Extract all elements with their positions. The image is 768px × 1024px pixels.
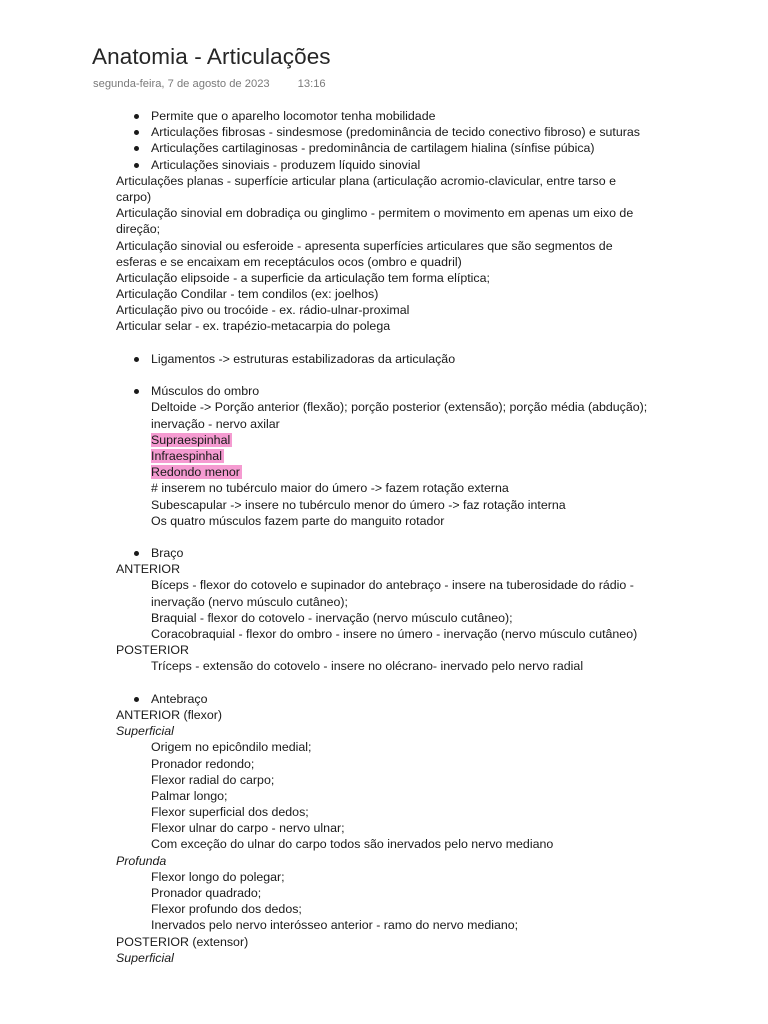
indented-line: Flexor superficial dos dedos; bbox=[151, 805, 309, 820]
note-body[interactable] bbox=[116, 108, 676, 966]
text-line: Articulação Condilar - tem condilos (ex: joelhos) bbox=[116, 287, 379, 302]
indented-line: Flexor profundo dos dedos; bbox=[151, 902, 302, 917]
blank-line bbox=[116, 529, 676, 545]
indented-line: inervação (nervo músculo cutâneo); bbox=[151, 594, 348, 609]
indented-line: Os quatro músculos fazem parte do manguito rotador bbox=[151, 513, 445, 528]
highlighted-text: Supraespinhal bbox=[151, 432, 231, 447]
indented-line: Flexor longo do polegar; bbox=[151, 869, 285, 884]
indented-line: Pronador redondo; bbox=[151, 756, 255, 771]
bullet-item: Braço bbox=[116, 545, 676, 561]
indented-line: Deltoide -> Porção anterior (flexão); porção posterior (extensão); porção média (abdução); bbox=[151, 400, 648, 415]
text-line: ANTERIOR (flexor) bbox=[116, 707, 223, 722]
text-line: Articulação elipsoide - a superficie da articulação tem forma elíptica; bbox=[116, 270, 490, 285]
bullet-item: Articulações fibrosas - sindesmose (predominância de tecido conectivo fibroso) e suturas bbox=[116, 124, 676, 140]
highlighted-line bbox=[116, 464, 676, 480]
indented-line: Flexor radial do carpo; bbox=[151, 772, 275, 787]
text-line: Articulações planas - superfície articular plana (articulação acromio-clavicular, entre tarso e bbox=[116, 173, 616, 188]
bullet-item: Músculos do ombro bbox=[116, 383, 676, 399]
text-line: direção; bbox=[116, 222, 161, 237]
indented-line: Bíceps - flexor do cotovelo e supinador do antebraço - insere na tuberosidade do rádio - bbox=[151, 578, 634, 593]
text-line: Articulação pivo ou trocóide - ex. rádio-ulnar-proximal bbox=[116, 303, 410, 318]
text-line: Articular selar - ex. trapézio-metacarpia do polega bbox=[116, 319, 391, 334]
italic-heading: Superficial bbox=[116, 950, 174, 965]
italic-heading: Profunda bbox=[116, 853, 167, 868]
indented-line: Coracobraquial - flexor do ombro - insere no úmero - inervação (nervo músculo cutâneo) bbox=[151, 627, 638, 641]
indented-line: Origem no epicôndilo medial; bbox=[151, 740, 312, 755]
indented-line: Tríceps - extensão do cotovelo - insere no olécrano- inervado pelo nervo radial bbox=[151, 659, 584, 674]
text-line: POSTERIOR (extensor) bbox=[116, 934, 249, 949]
page-timestamp bbox=[93, 78, 326, 90]
bullet-item: Ligamentos -> estruturas estabilizadoras da articulação bbox=[116, 351, 676, 367]
indented-line: Flexor ulnar do carpo - nervo ulnar; bbox=[151, 821, 345, 836]
text-line: carpo) bbox=[116, 189, 152, 204]
blank-line bbox=[116, 675, 676, 691]
indented-line: inervação - nervo axilar bbox=[151, 416, 280, 431]
bullet-item: Articulações sinoviais - produzem líquido sinovial bbox=[116, 157, 676, 173]
highlighted-text: Infraespinhal bbox=[151, 448, 222, 463]
indented-line: Inervados pelo nervo interósseo anterior - ramo do nervo mediano; bbox=[151, 918, 519, 933]
highlighted-line bbox=[116, 448, 676, 464]
indented-line: Subescapular -> insere no tubérculo menor do úmero -> faz rotação interna bbox=[151, 497, 566, 512]
bullet-item: Articulações cartilaginosas - predominância de cartilagem hialina (sínfise púbica) bbox=[116, 140, 676, 156]
blank-line bbox=[116, 367, 676, 383]
text-line: Articulação sinovial ou esferoide - apresenta superfícies articulares que são segmentos de bbox=[116, 238, 613, 253]
highlighted-text: Redondo menor bbox=[151, 465, 240, 480]
indented-line: Braquial - flexor do cotovelo - inervação (nervo músculo cutâneo); bbox=[151, 610, 513, 625]
bullet-item: Antebraço bbox=[116, 691, 676, 707]
text-line: ANTERIOR bbox=[116, 562, 181, 577]
highlighted-line bbox=[116, 432, 676, 448]
page-title[interactable]: Anatomia - Articulações bbox=[92, 44, 331, 69]
indented-line: Palmar longo; bbox=[151, 788, 228, 803]
italic-heading: Superficial bbox=[116, 724, 174, 739]
text-line: POSTERIOR bbox=[116, 643, 189, 658]
indented-line: Pronador quadrado; bbox=[151, 886, 262, 900]
indented-line: Com exceção do ulnar do carpo todos são inervados pelo nervo mediano bbox=[151, 837, 554, 852]
page-time: 13:16 bbox=[297, 78, 326, 90]
bullet-item: Permite que o aparelho locomotor tenha mobilidade bbox=[116, 108, 676, 124]
text-line: esferas e se encaixam em receptáculos ocos (ombro e quadril) bbox=[116, 254, 462, 269]
blank-line bbox=[116, 335, 676, 351]
indented-line: # inserem no tubérculo maior do úmero -> fazem rotação externa bbox=[151, 481, 509, 496]
text-line: Articulação sinovial em dobradiça ou ginglimo - permitem o movimento em apenas um eixo de bbox=[116, 206, 634, 221]
page-date: segunda-feira, 7 de agosto de 2023 bbox=[93, 78, 270, 90]
